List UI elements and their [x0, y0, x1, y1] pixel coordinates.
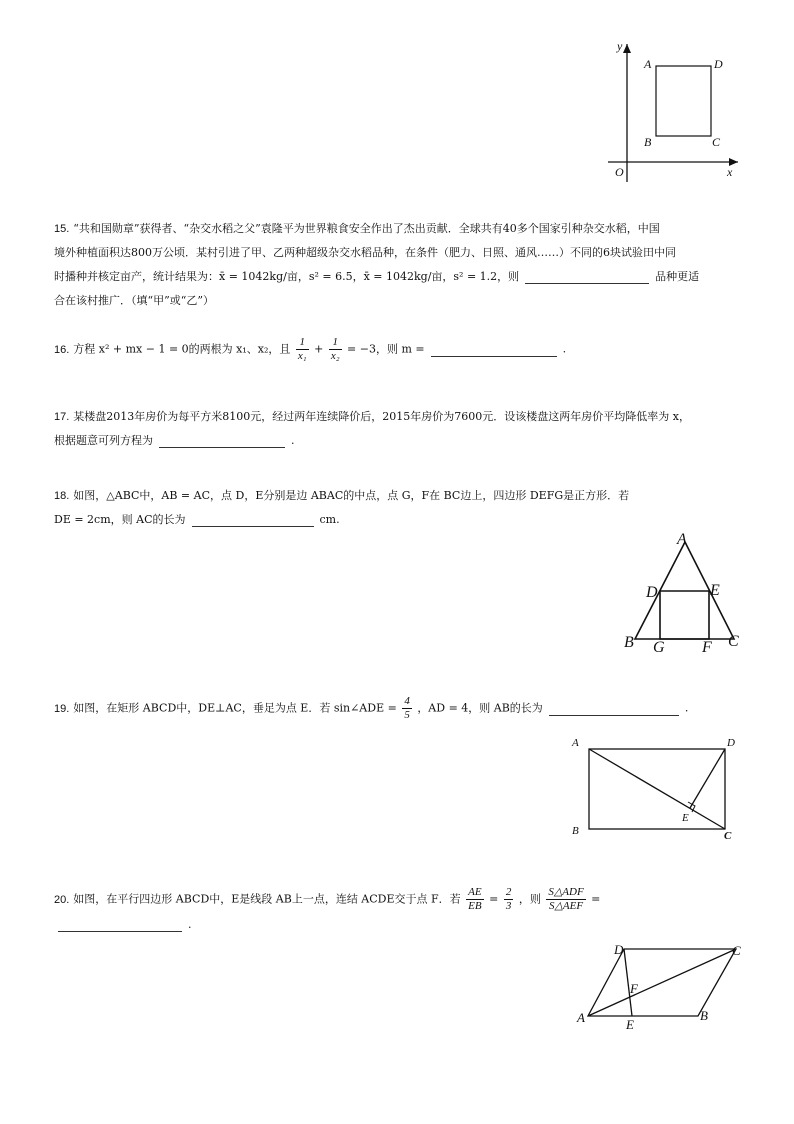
q17-number: 17.: [54, 411, 70, 423]
q16-plus: +: [314, 342, 324, 356]
q18-unit: cm.: [319, 513, 340, 526]
q20-end: .: [188, 918, 192, 931]
q15-line-4: 合在该村推广．（填“甲”或“乙”）: [54, 294, 214, 307]
q16-line: [54, 336, 744, 363]
q16-end: .: [562, 342, 567, 356]
label-b: B: [644, 135, 652, 149]
segment-de: [690, 749, 725, 808]
q17-text-1: 某楼盘2013年房价为每平方米8100元，经过两年连续降价后，2015年房价为7600元．设该楼盘这两年房价平均降低率为 x，: [73, 410, 690, 423]
label-d: D: [646, 584, 658, 601]
label-d: D: [727, 737, 735, 749]
q20-f3-denominator: S△AEF: [548, 900, 584, 912]
label-e: E: [682, 812, 689, 824]
square-defg: [660, 591, 709, 639]
label-e: E: [710, 582, 720, 599]
label-b: B: [700, 1008, 708, 1023]
label-c: C: [712, 135, 721, 149]
q15-text-3: 时播种并核定亩产，统计结果为：x̄ = 1042kg/亩，s² = 6.5，x̄ = 1042kg/亩，s² = 1.2，则: [54, 270, 520, 283]
q16-answer-blank[interactable]: [431, 342, 557, 357]
q20-fraction-2: [504, 886, 514, 913]
q17-line-1: [54, 405, 744, 429]
label-a: A: [677, 531, 687, 548]
q17-answer-blank[interactable]: [159, 433, 285, 448]
q20-answer-blank[interactable]: [58, 917, 182, 932]
q18-number: 18.: [54, 490, 70, 502]
q16-number: 16.: [54, 343, 70, 356]
question-15: [54, 217, 744, 313]
question-16: [54, 336, 744, 363]
y-axis-arrow-icon: [623, 44, 631, 53]
label-a: A: [572, 737, 579, 749]
label-x: x: [727, 165, 733, 179]
q18-line-1: [54, 484, 744, 508]
rectangle-diagonal-figure: [564, 730, 754, 850]
coordinate-rectangle-figure: [600, 36, 750, 186]
q19-fraction: [402, 695, 412, 722]
q19-end: .: [684, 701, 689, 715]
rectangle-abcd: [656, 66, 711, 136]
q15-line-1: [54, 217, 744, 241]
q16-text-pre: 方程 x² + mx − 1 = 0的两根为 x₁、x₂，且: [73, 342, 291, 356]
label-b: B: [624, 634, 634, 651]
q19-f-numerator: 4: [404, 695, 410, 707]
label-d: D: [614, 942, 624, 957]
q15-number: 15.: [54, 223, 70, 235]
label-f: F: [702, 639, 712, 656]
q16-f1-numerator: 1: [296, 336, 309, 350]
label-c: C: [724, 830, 732, 842]
question-17: [54, 405, 744, 453]
q20-text-mid2: ，则: [518, 892, 541, 906]
q16-fraction-2: [329, 336, 342, 363]
q16-f2-denominator: x₂: [330, 350, 340, 362]
q19-number: 19.: [54, 702, 70, 715]
label-a: A: [644, 57, 652, 71]
label-e: E: [626, 1017, 634, 1032]
label-d: D: [714, 57, 723, 71]
q20-f3-numerator: S△ADF: [548, 886, 584, 898]
label-c: C: [732, 943, 741, 958]
q20-f2-denominator: 3: [505, 900, 512, 912]
q16-f2-numerator: 1: [329, 336, 342, 350]
q20-text-pre: 如图，在平行四边形 ABCD中，E是线段 AB上一点，连结 ACDE交于点 F．若: [73, 892, 461, 906]
diagonal-ac: [588, 949, 736, 1016]
q15-line-3: [54, 265, 744, 289]
q19-line: [54, 695, 744, 722]
q20-line-2: [54, 913, 744, 937]
q19-f-denominator: 5: [404, 709, 410, 721]
q20-text-post: =: [591, 892, 601, 906]
label-c: C: [728, 633, 739, 650]
q20-f1-denominator: EB: [468, 900, 482, 912]
diagonal-ac: [589, 749, 725, 829]
question-19: [54, 695, 744, 722]
label-y: y: [617, 39, 623, 53]
q17-line-2: [54, 429, 744, 453]
question-18: [54, 484, 744, 532]
q15-text-3-tail: 品种更适: [655, 270, 700, 283]
label-a: A: [577, 1010, 585, 1025]
q18-text-2: DE = 2cm，则 AC的长为: [54, 513, 186, 526]
q16-f1-denominator: x₁: [297, 350, 307, 362]
q15-line-2: 境外种植面积达800万公顷．某村引进了甲、乙两种超级杂交水稻品种，在条件（肥力、日照、通风……）不同的6块试验田中同: [54, 246, 676, 259]
label-b: B: [572, 825, 579, 837]
q17-end: .: [291, 434, 295, 447]
q20-number: 20.: [54, 893, 70, 906]
q15-answer-blank[interactable]: [525, 269, 649, 284]
label-g: G: [653, 639, 665, 656]
triangle-square-figure: [620, 528, 750, 658]
q15-text-1: “共和国勋章”获得者、“杂交水稻之父”袁隆平为世界粮食安全作出了杰出贡献．全球共有40多个国家引种杂交水稻，中国: [73, 222, 660, 235]
q20-f1-numerator: AE: [468, 886, 482, 898]
q18-text-1: 如图，△ABC中，AB = AC，点 D，E分别是边 ABAC的中点，点 G，F在 BC边上，四边形 DEFG是正方形．若: [73, 489, 630, 502]
q16-text-post: = −3，则 m =: [347, 342, 425, 356]
q19-answer-blank[interactable]: [549, 701, 679, 716]
q16-fraction-1: [296, 336, 309, 363]
q19-text-post: ，AD = 4，则 AB的长为: [417, 701, 543, 715]
q20-fraction-1: [466, 886, 483, 913]
parallelogram-figure: [570, 938, 770, 1038]
q20-text-mid: =: [489, 892, 502, 906]
label-o: O: [615, 165, 624, 179]
question-20: [54, 886, 744, 937]
q18-answer-blank[interactable]: [192, 512, 314, 527]
label-f: F: [630, 981, 638, 996]
q17-text-2: 根据题意可列方程为: [54, 434, 153, 447]
q20-line-1: [54, 886, 744, 913]
q19-text-pre: 如图，在矩形 ABCD中，DE⊥AC，垂足为点 E．若 sin∠ADE =: [73, 701, 397, 715]
q20-fraction-3: [546, 886, 585, 913]
q20-f2-numerator: 2: [505, 886, 512, 898]
